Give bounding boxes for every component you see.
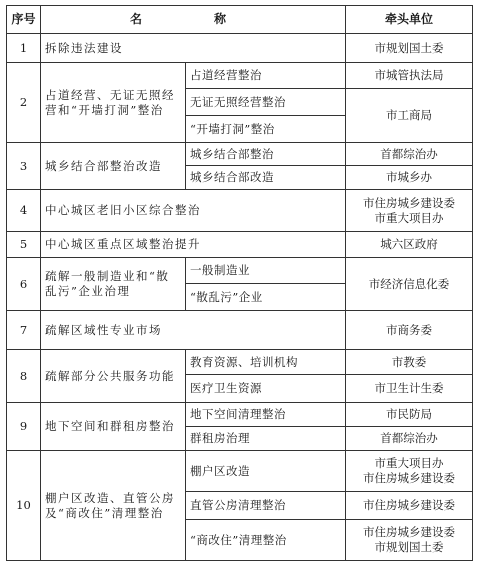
sub-item: 教育资源、培训机构 [186, 350, 346, 375]
lead-unit: 市教委 [346, 350, 473, 375]
table-row [7, 350, 473, 375]
sub-item: “商改住”清理整治 [186, 520, 346, 561]
lead-unit: 首都综治办 [346, 143, 473, 166]
task-table [6, 5, 473, 561]
lead-unit: 市卫生计生委 [346, 375, 473, 403]
lead-unit: 首都综治办 [346, 427, 473, 451]
lead-unit: 市规划国土委 [346, 34, 473, 63]
project-name: 中心城区老旧小区综合整治 [41, 190, 346, 232]
lead-unit-line: 市重大项目办 [374, 456, 444, 470]
project-name: 地下空间和群租房整治 [41, 403, 186, 451]
sub-item: 地下空间清理整治 [186, 403, 346, 427]
project-name: 占道经营、无证无照经营和“开墙打洞”整治 [41, 63, 186, 143]
table-row [7, 34, 473, 63]
project-name: 拆除违法建设 [41, 34, 346, 63]
table-row [7, 63, 473, 89]
project-name: 疏解区域性专业市场 [41, 311, 346, 350]
lead-unit: 城六区政府 [346, 232, 473, 258]
lead-unit-line: 市住房城乡建设委 [363, 195, 456, 210]
row-number: 6 [7, 258, 41, 311]
lead-unit-line: 市重大项目办 [374, 210, 444, 225]
lead-unit: 市工商局 [346, 89, 473, 143]
project-name: 中心城区重点区域整治提升 [41, 232, 346, 258]
row-number: 10 [7, 451, 41, 561]
lead-unit [346, 451, 473, 492]
sub-item: 群租房治理 [186, 427, 346, 451]
sub-item: 医疗卫生资源 [186, 375, 346, 403]
table-row [7, 311, 473, 350]
sub-item: 城乡结合部改造 [186, 166, 346, 190]
lead-unit [346, 190, 473, 232]
row-number: 9 [7, 403, 41, 451]
lead-unit: 市民防局 [346, 403, 473, 427]
project-name: 棚户区改造、直管公房及“商改住”清理整治 [41, 451, 186, 561]
table-row [7, 143, 473, 166]
lead-unit: 市城管执法局 [346, 63, 473, 89]
table-row [7, 451, 473, 492]
sub-item: 占道经营整治 [186, 63, 346, 89]
lead-unit-line: 市住房城乡建设委 [363, 525, 456, 539]
sub-item: 无证无照经营整治 [186, 89, 346, 116]
project-name: 疏解一般制造业和“散乱污”企业治理 [41, 258, 186, 311]
table-row [7, 232, 473, 258]
lead-unit: 市商务委 [346, 311, 473, 350]
sub-item: “散乱污”企业 [186, 284, 346, 311]
header-seq: 序号 [7, 6, 41, 34]
sub-item: 棚户区改造 [186, 451, 346, 492]
sub-item: 一般制造业 [186, 258, 346, 284]
header-name: 名 称 [41, 6, 346, 34]
project-name: 疏解部分公共服务功能 [41, 350, 186, 403]
sub-item: 直管公房清理整治 [186, 492, 346, 520]
row-number: 5 [7, 232, 41, 258]
lead-unit-line: 市住房城乡建设委 [363, 471, 456, 485]
header-unit: 牵头单位 [346, 6, 473, 34]
table-row [7, 403, 473, 427]
sub-item: “开墙打洞”整治 [186, 116, 346, 143]
table-row [7, 258, 473, 284]
lead-unit: 市城乡办 [346, 166, 473, 190]
lead-unit: 市住房城乡建设委 [346, 492, 473, 520]
row-number: 8 [7, 350, 41, 403]
header-row [7, 6, 473, 34]
table-row [7, 190, 473, 232]
row-number: 7 [7, 311, 41, 350]
row-number: 4 [7, 190, 41, 232]
project-name: 城乡结合部整治改造 [41, 143, 186, 190]
sub-item: 城乡结合部整治 [186, 143, 346, 166]
row-number: 3 [7, 143, 41, 190]
lead-unit [346, 520, 473, 561]
lead-unit-line: 市规划国土委 [374, 540, 444, 554]
row-number: 2 [7, 63, 41, 143]
row-number: 1 [7, 34, 41, 63]
lead-unit: 市经济信息化委 [346, 258, 473, 311]
